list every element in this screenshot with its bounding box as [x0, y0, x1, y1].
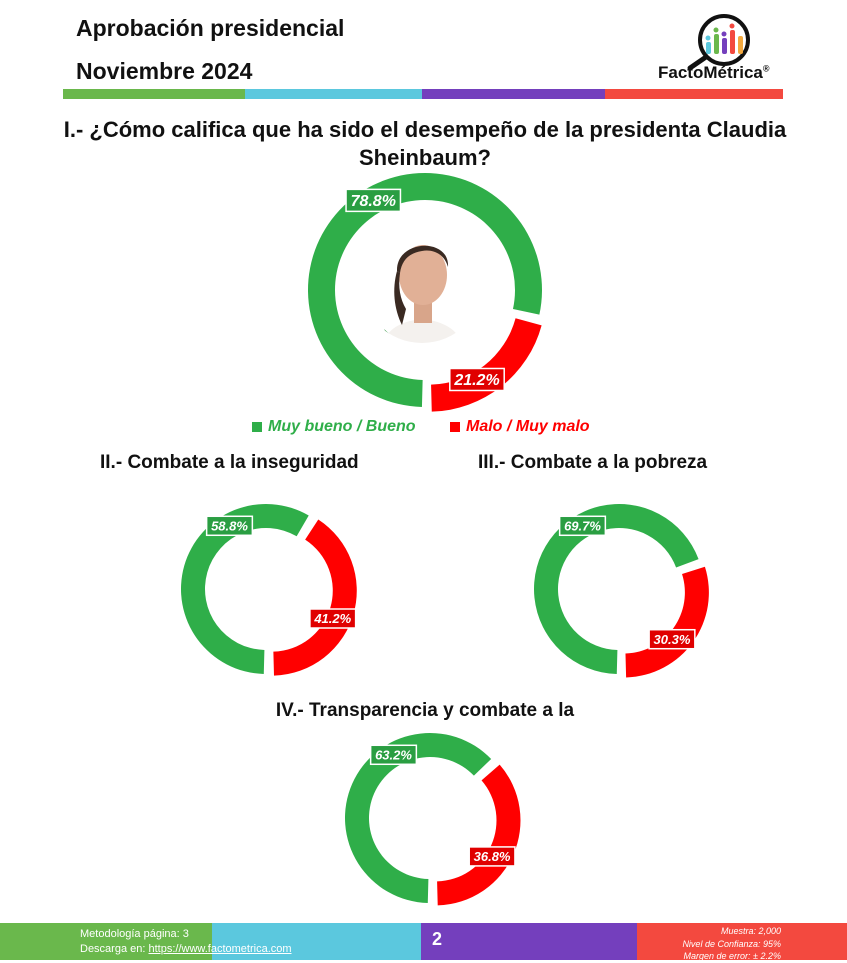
- legend-bad: [450, 418, 590, 436]
- download-line: [80, 942, 292, 957]
- donut-2-slice-bad: [273, 519, 356, 675]
- legend-good-label: Muy bueno / Bueno: [268, 418, 416, 435]
- download-link[interactable]: https://www.factometrica.com: [148, 943, 292, 955]
- donut-2-label-good: 58.8%: [211, 518, 248, 534]
- footer-info: [80, 927, 292, 957]
- sample-size: Muestra: 2,000: [720, 926, 781, 936]
- question-4-title: IV.- Transparencia y combate a la: [275, 700, 575, 721]
- question-1-title: I.- ¿Cómo califica que ha sido el desempeño de la presidenta Claudia Sheinbaum?: [63, 117, 787, 170]
- question-3-title: III.- Combate a la pobreza: [478, 452, 708, 473]
- survey-stats: [682, 925, 781, 963]
- donut-4-label-good: 63.2%: [375, 747, 412, 763]
- page-subtitle: Noviembre 2024: [76, 58, 253, 84]
- donut-2-label-bad: 41.2%: [314, 611, 352, 627]
- president-portrait: [362, 209, 482, 353]
- registered-mark: ®: [762, 63, 770, 74]
- methodology-text: Metodología página: 3: [80, 928, 189, 940]
- donut-1-label-good: 78.8%: [350, 192, 396, 210]
- logo-name: FactoMétrica: [658, 63, 763, 82]
- donut-4-slice-bad: [437, 765, 520, 906]
- margin-of-error: Margen de error: ± 2.2%: [683, 951, 781, 961]
- footer-bar-purple: [421, 923, 637, 960]
- page-number: 2: [431, 929, 442, 949]
- confidence-level: Nivel de Confianza: 95%: [682, 938, 781, 949]
- donut-3-label-bad: 30.3%: [653, 631, 691, 647]
- donut-1-label-bad: 21.2%: [454, 372, 500, 390]
- legend-bad-swatch: [450, 422, 460, 432]
- donut-4-label-bad: 36.8%: [473, 848, 511, 864]
- page-title: Aprobación presidencial: [76, 15, 345, 41]
- legend-good-swatch: [252, 422, 262, 432]
- download-label: Descarga en:: [80, 943, 149, 955]
- donut-3-label-good: 69.7%: [564, 518, 601, 534]
- legend-bad-label: Malo / Muy malo: [466, 418, 590, 435]
- legend-good: [252, 418, 416, 436]
- portrait-illustration: [362, 209, 482, 353]
- donut-3-slice-bad: [625, 567, 708, 678]
- question-2-title: II.- Combate a la inseguridad: [100, 452, 359, 473]
